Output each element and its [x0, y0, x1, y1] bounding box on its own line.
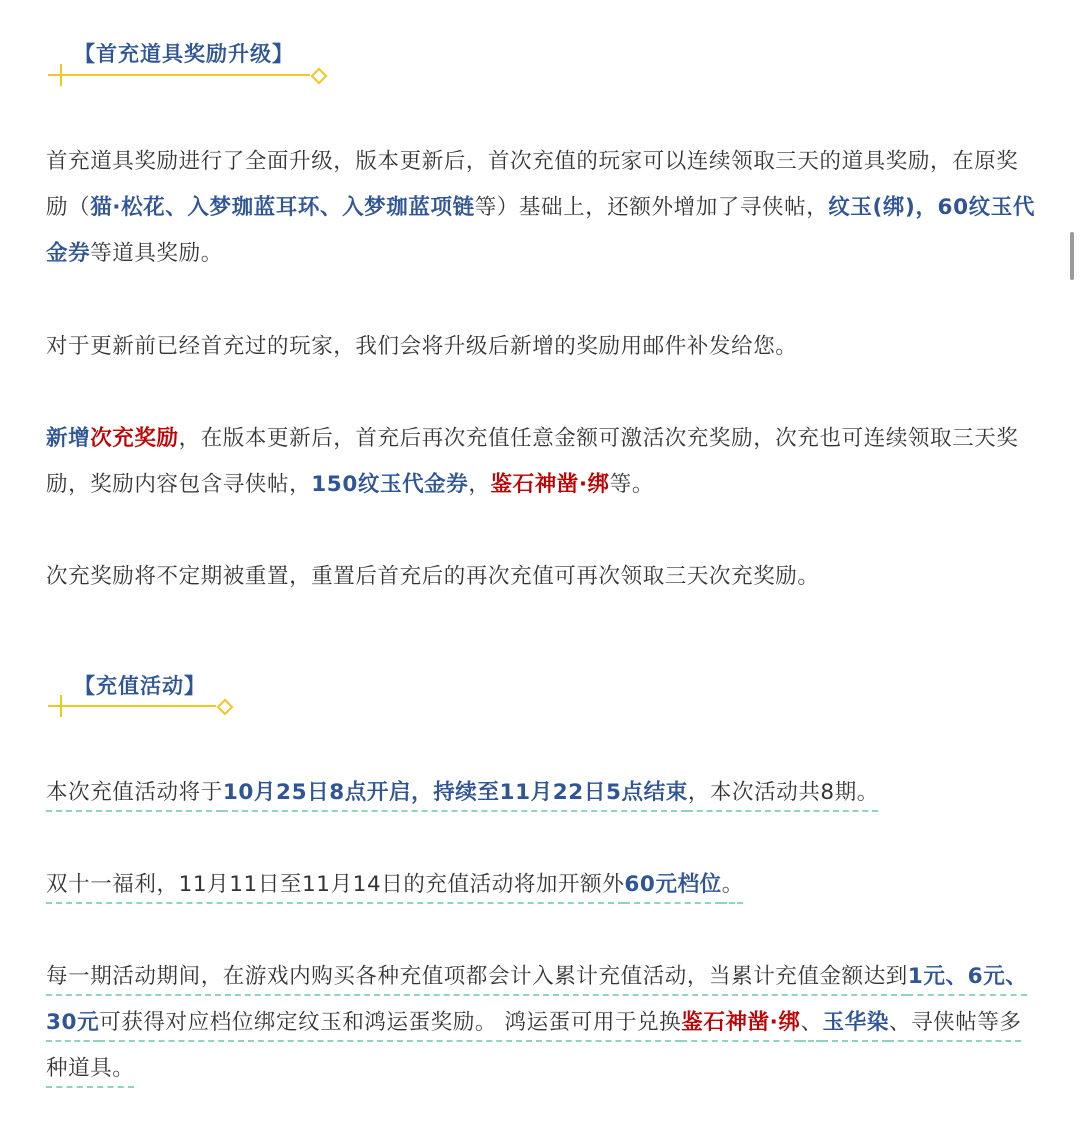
text: 、寻侠帖等多种道具。 [46, 1010, 1022, 1081]
paragraph-cumulative-recharge [46, 954, 1036, 1092]
diamond-icon [217, 699, 234, 716]
text: 等）基础上，还额外增加了寻侠帖， [474, 195, 829, 220]
paragraph-double-eleven [46, 862, 1036, 908]
paragraph-second-recharge [46, 416, 1036, 508]
highlight-second-recharge: 次充奖励 [90, 426, 179, 451]
section-title: 【充值活动】 [74, 674, 206, 698]
text: 等道具奖励。 [90, 241, 223, 266]
text: 可获得对应档位绑定纹玉和鸿运蛋奖励。 鸿运蛋可用于兑换 [99, 1010, 682, 1035]
underlined-text [46, 780, 879, 805]
text: 。 [721, 872, 744, 897]
text: 本次充值活动将于 [46, 780, 223, 805]
highlight-item: 玉华染 [822, 1010, 889, 1035]
highlight-voucher: 150纹玉代金券 [311, 472, 469, 497]
highlight-tiers: 1元、6元、30元 [46, 964, 1028, 1035]
text: ，本次活动共8期。 [687, 780, 879, 805]
highlight-rewards: 猫·松花、入梦珈蓝耳环、入梦珈蓝项链 [90, 195, 475, 220]
highlight-new: 新增 [46, 426, 91, 451]
highlight-rewards: 纹玉(绑)，60纹玉代金券 [46, 195, 1035, 266]
diamond-icon [311, 68, 328, 85]
highlight-item: 鉴石神凿·绑 [681, 1010, 801, 1035]
scrollbar[interactable] [1070, 232, 1074, 280]
underlined-text [46, 964, 1027, 1081]
highlight-tier: 60元档位 [624, 872, 722, 897]
text: 、 [800, 1010, 823, 1035]
text: 双十一福利，11月11日至11月14日的充值活动将加开额外 [46, 872, 625, 897]
highlight-item: 鉴石神凿·绑 [490, 472, 610, 497]
text: ，在版本更新后，首充后再次充值任意金额可激活次充奖励，次充也可连续领取三天奖励，奖励内容包含寻侠帖， [46, 426, 1019, 497]
heading-decoration-line [48, 705, 216, 707]
highlight-dates: 10月25日8点开启，持续至11月22日5点结束 [222, 780, 688, 805]
paragraph-first-recharge-upgrade [46, 139, 1036, 277]
section-title: 【首充道具奖励升级】 [74, 42, 294, 66]
text: 每一期活动期间，在游戏内购买各种充值项都会计入累计充值活动，当累计充值金额达到 [46, 964, 908, 989]
heading-decoration-line [48, 74, 310, 76]
paragraph-reset-notice: 次充奖励将不定期被重置，重置后首充后的再次充值可再次领取三天次充奖励。 [46, 564, 820, 589]
paragraph-event-time [46, 770, 1036, 816]
text: 首充道具奖励进行了全面升级，版本更新后，首次充值的玩家可以连续领取三天的道具奖励，在原奖励（ [46, 149, 1019, 220]
underlined-text [46, 872, 744, 897]
paragraph-mail-compensation: 对于更新前已经首充过的玩家，我们会将升级后新增的奖励用邮件补发给您。 [46, 334, 798, 359]
text: 等。 [609, 472, 654, 497]
text: ， [468, 472, 491, 497]
